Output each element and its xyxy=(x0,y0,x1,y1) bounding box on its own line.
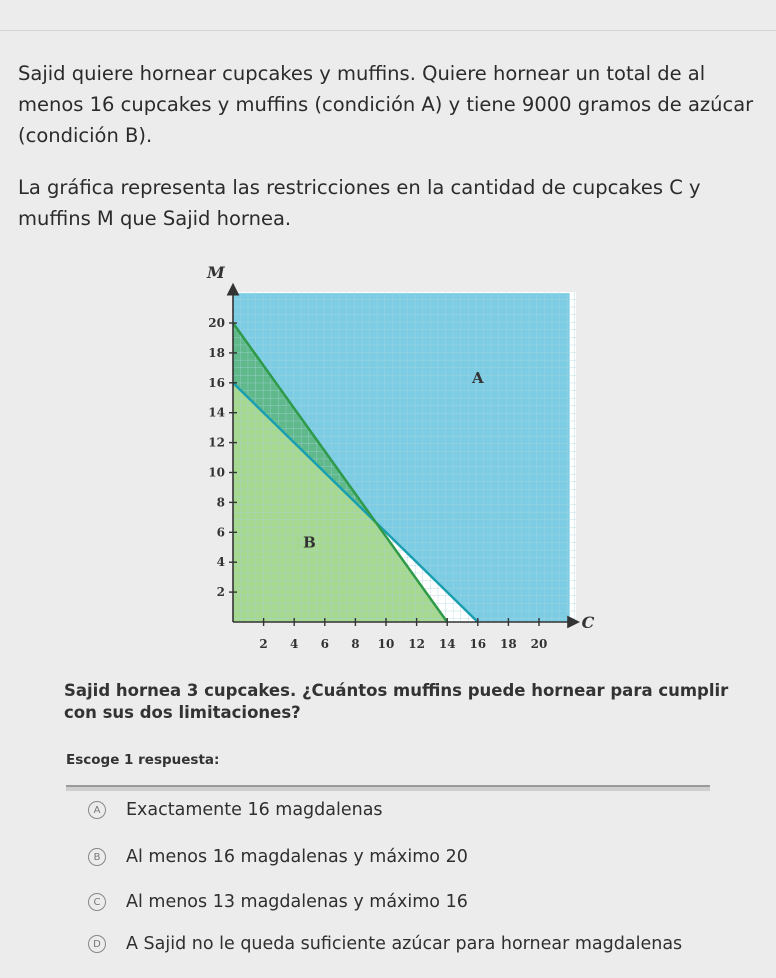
option-text: Al menos 16 magdalenas y máximo 20 xyxy=(126,847,468,867)
y-tick-label: 6 xyxy=(216,525,225,540)
x-axis-label: C xyxy=(581,613,595,632)
option-letter-badge: D xyxy=(88,935,106,953)
x-tick-label: 20 xyxy=(530,637,548,651)
y-tick-label: 8 xyxy=(216,495,225,510)
choose-label: Escoge 1 respuesta: xyxy=(66,752,220,768)
option-text: Exactamente 16 magdalenas xyxy=(126,800,383,820)
x-tick-label: 12 xyxy=(408,637,425,651)
x-tick-label: 4 xyxy=(290,637,299,651)
y-tick-label: 14 xyxy=(208,405,225,420)
x-tick-label: 8 xyxy=(351,637,360,651)
option-text: Al menos 13 magdalenas y máximo 16 xyxy=(126,892,468,912)
y-tick-label: 4 xyxy=(216,555,225,570)
answer-option-a[interactable] xyxy=(88,796,383,824)
answer-option-d[interactable] xyxy=(88,930,682,958)
x-tick-label: 14 xyxy=(438,637,456,651)
y-tick-label: 12 xyxy=(208,435,225,450)
problem-paragraph-1: Sajid quiere hornear cupcakes y muffins. Quiere hornear un total de al menos 16 cupcakes y muffins (condición A) y tiene 9000 gramos de azúcar (condición B). xyxy=(18,62,754,147)
y-tick-label: 18 xyxy=(208,345,225,360)
option-text: A Sajid no le queda suficiente azúcar para hornear magdalenas xyxy=(126,934,683,954)
answer-option-b[interactable] xyxy=(88,843,468,871)
x-tick-label: 2 xyxy=(259,637,268,651)
y-axis-label: M xyxy=(207,263,225,283)
plot-grid xyxy=(233,292,576,622)
region-label-a: A xyxy=(471,368,484,387)
region-label-b: B xyxy=(303,533,316,552)
x-tick-label: 16 xyxy=(469,637,487,651)
y-tick-label: 16 xyxy=(208,375,225,390)
option-letter-badge: A xyxy=(88,801,106,819)
option-letter-badge: B xyxy=(88,848,106,866)
x-tick-label: 10 xyxy=(377,637,395,651)
x-tick-label: 6 xyxy=(320,637,329,651)
problem-paragraph-2: La gráfica representa las restricciones en la cantidad de cupcakes C y muffins M que Sajid hornea. xyxy=(18,176,701,230)
option-letter-badge: C xyxy=(88,893,106,911)
y-tick-label: 10 xyxy=(208,465,225,480)
answers-divider xyxy=(66,785,710,791)
y-tick-label: 2 xyxy=(216,585,225,600)
answer-option-c[interactable] xyxy=(88,888,468,916)
x-tick-label: 18 xyxy=(500,637,517,651)
question-text: Sajid hornea 3 cupcakes. ¿Cuántos muffins puede hornear para cumplir con sus dos limitaciones? xyxy=(64,681,729,722)
y-tick-label: 20 xyxy=(208,316,225,330)
